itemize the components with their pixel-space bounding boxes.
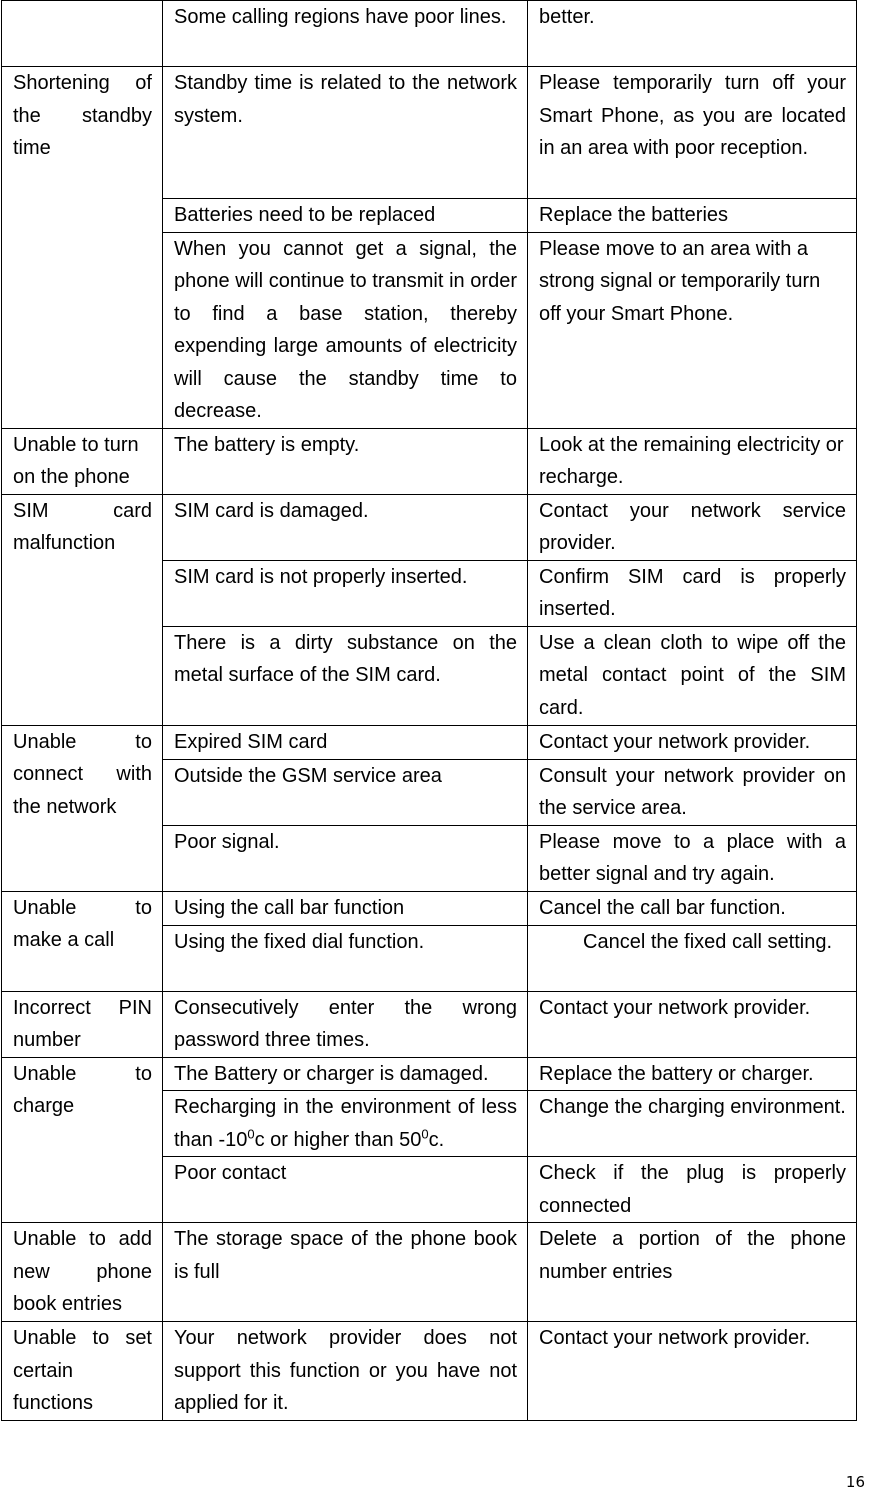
degree-superscript: 0: [247, 1125, 255, 1141]
degree-superscript: 0: [421, 1125, 429, 1141]
problem-cell: Incorrect PIN number: [2, 991, 163, 1057]
cause-cell: Using the call bar function: [163, 891, 528, 925]
cause-cell: Some calling regions have poor lines.: [163, 1, 528, 67]
solution-cell: Contact your network service provider.: [528, 494, 857, 560]
solution-cell: Confirm SIM card is properly inserted.: [528, 560, 857, 626]
problem-cell: Shortening of the standby time: [2, 67, 163, 429]
cause-cell: The Battery or charger is damaged.: [163, 1057, 528, 1091]
cause-cell: Standby time is related to the network system.: [163, 67, 528, 199]
solution-cell: Check if the plug is properly connected: [528, 1157, 857, 1223]
table-row: [2, 1322, 857, 1421]
solution-cell: Consult your network provider on the service area.: [528, 759, 857, 825]
cause-text-part: Recharging in the environment of less than -10: [174, 1096, 517, 1151]
cause-cell: Outside the GSM service area: [163, 759, 528, 825]
problem-cell: Unable to add new phone book entries: [2, 1223, 163, 1322]
solution-cell: Please temporarily turn off your Smart Phone, as you are located in an area with poor reception.: [528, 67, 857, 199]
cause-cell: SIM card is damaged.: [163, 494, 528, 560]
cause-cell: [163, 1091, 528, 1157]
cause-text-part: c or higher than 50: [254, 1128, 422, 1151]
problem-cell: Unable to charge: [2, 1057, 163, 1223]
page-number: 16: [845, 1473, 865, 1491]
table-row: [2, 494, 857, 560]
table-row: [2, 428, 857, 494]
cause-cell: Consecutively enter the wrong password three times.: [163, 991, 528, 1057]
solution-cell: Change the charging environment.: [528, 1091, 857, 1157]
table-row: [2, 991, 857, 1057]
table-row: [2, 725, 857, 759]
solution-cell: Cancel the call bar function.: [528, 891, 857, 925]
table-row: [2, 1223, 857, 1322]
problem-cell: Unable to connect with the network: [2, 725, 163, 891]
solution-cell: Use a clean cloth to wipe off the metal contact point of the SIM card.: [528, 626, 857, 725]
solution-cell: Replace the batteries: [528, 199, 857, 233]
cause-text-part: c.: [428, 1128, 445, 1151]
cause-cell: Batteries need to be replaced: [163, 199, 528, 233]
solution-cell: Please move to a place with a better signal and try again.: [528, 825, 857, 891]
cause-cell: Your network provider does not support this function or you have not applied for it.: [163, 1322, 528, 1421]
solution-cell: better.: [528, 1, 857, 67]
problem-cell: Unable to set certain functions: [2, 1322, 163, 1421]
solution-cell: Replace the battery or charger.: [528, 1057, 857, 1091]
solution-cell: Please move to an area with a strong signal or temporarily turn off your Smart Phone.: [528, 232, 857, 428]
cause-cell: SIM card is not properly inserted.: [163, 560, 528, 626]
solution-cell: Contact your network provider.: [528, 991, 857, 1057]
solution-cell: Delete a portion of the phone number entries: [528, 1223, 857, 1322]
cause-cell: There is a dirty substance on the metal surface of the SIM card.: [163, 626, 528, 725]
cause-cell: Poor signal.: [163, 825, 528, 891]
problem-cell: Unable to turn on the phone: [2, 428, 163, 494]
table-row: [2, 1, 857, 67]
cause-cell: When you cannot get a signal, the phone will continue to transmit in order to find a base station, thereby expending large amounts of electricity will cause the standby time to decrease.: [163, 232, 528, 428]
solution-cell: Look at the remaining electricity or recharge.: [528, 428, 857, 494]
problem-cell: Unable to make a call: [2, 891, 163, 991]
table-row: [2, 1057, 857, 1091]
solution-cell: Contact your network provider.: [528, 1322, 857, 1421]
troubleshooting-table: [1, 0, 857, 1421]
problem-cell: SIM card malfunction: [2, 494, 163, 725]
cause-cell: The storage space of the phone book is full: [163, 1223, 528, 1322]
table-row: [2, 67, 857, 199]
table-row: [2, 891, 857, 925]
problem-cell: [2, 1, 163, 67]
solution-cell: Cancel the fixed call setting.: [528, 925, 857, 991]
cause-cell: Expired SIM card: [163, 725, 528, 759]
solution-cell: Contact your network provider.: [528, 725, 857, 759]
cause-cell: Using the fixed dial function.: [163, 925, 528, 991]
cause-cell: Poor contact: [163, 1157, 528, 1223]
cause-cell: The battery is empty.: [163, 428, 528, 494]
